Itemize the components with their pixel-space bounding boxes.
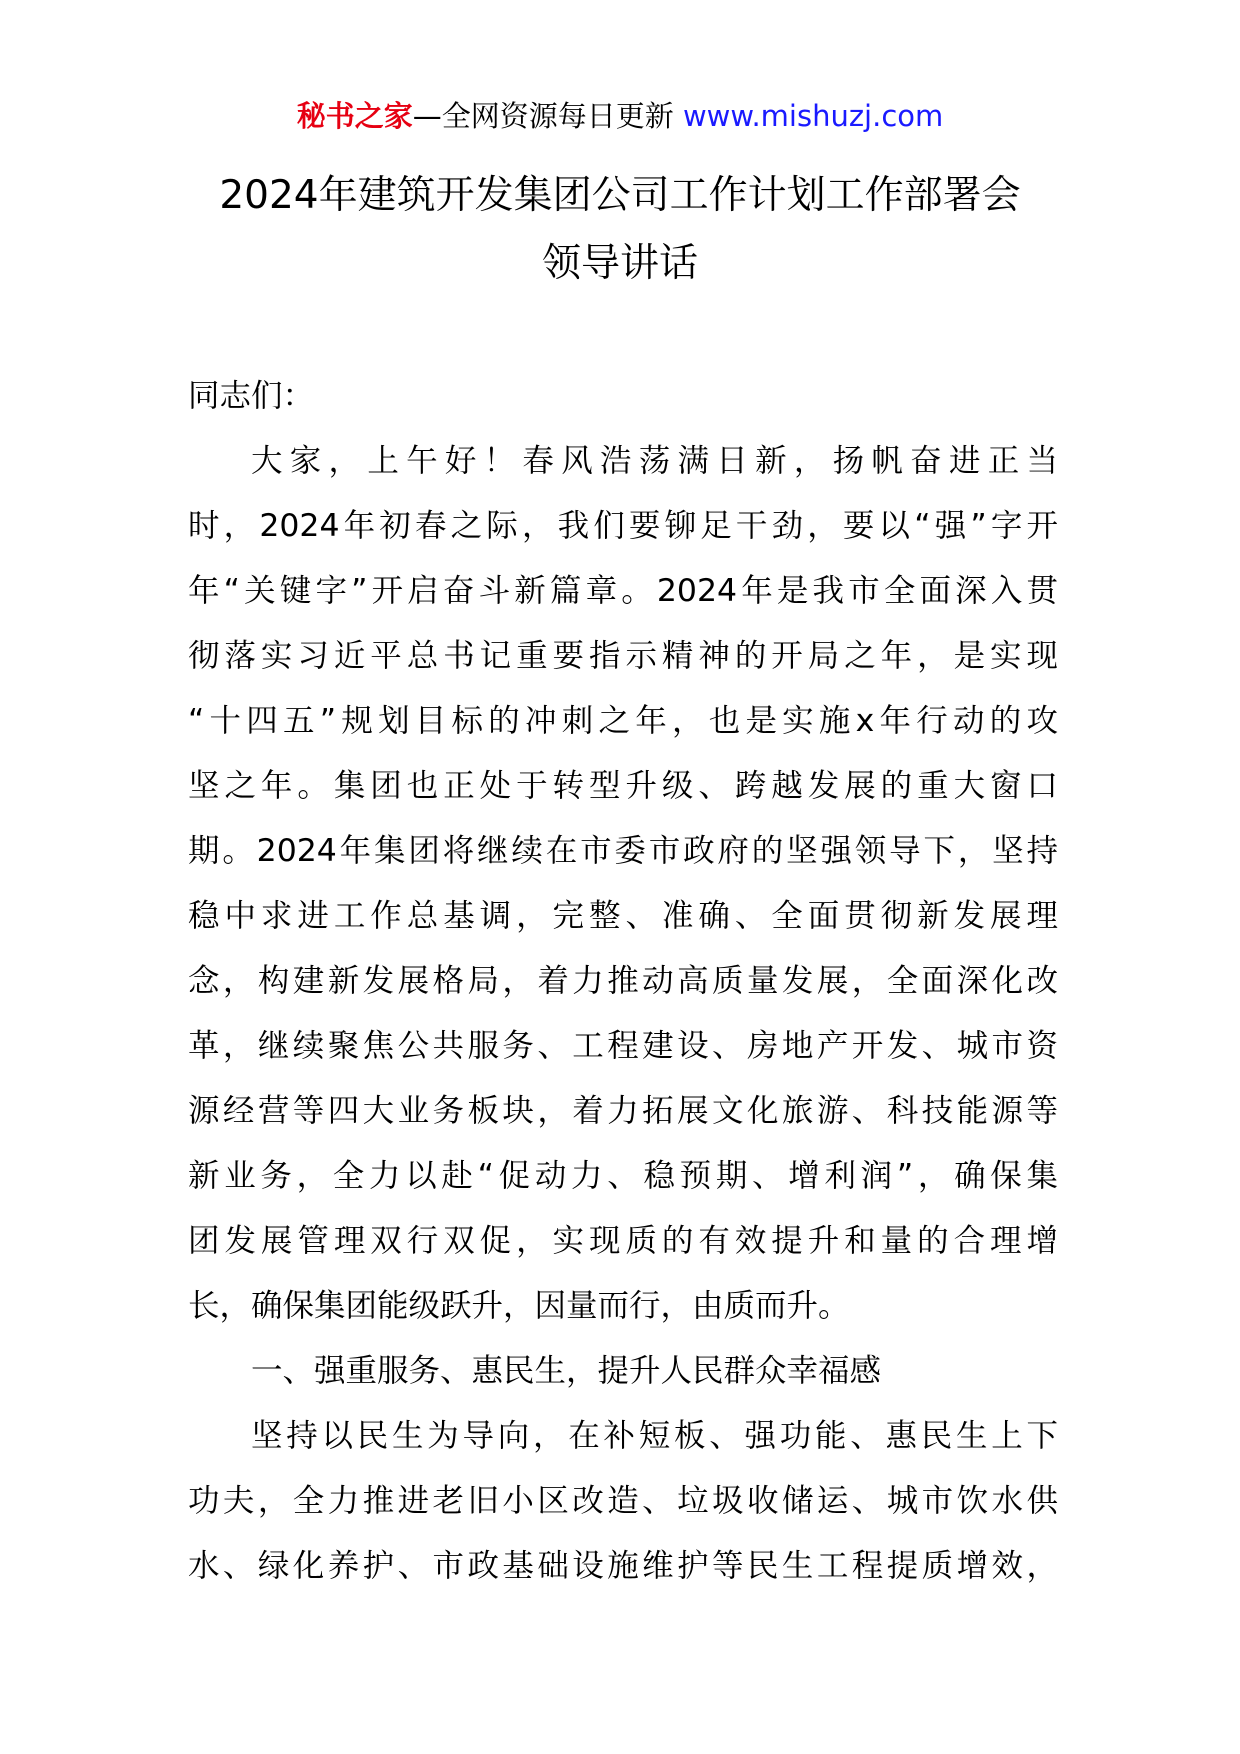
paragraph-line: 革，继续聚焦公共服务、工程建设、房地产开发、城市资 bbox=[188, 1028, 1058, 1064]
title-line: 2024年建筑开发集团公司工作计划工作部署会 bbox=[219, 173, 1021, 218]
paragraph-line: 念，构建新发展格局，着力推动高质量发展，全面深化改 bbox=[188, 963, 1058, 999]
document-body bbox=[188, 364, 1058, 1599]
document-title bbox=[160, 162, 1080, 298]
paragraph-line: 团发展管理双行双促，实现质的有效提升和量的合理增 bbox=[188, 1223, 1058, 1259]
paragraph-line: 期。2024年集团将继续在市委市政府的坚强领导下，坚持 bbox=[188, 833, 1058, 869]
paragraph-line: 水、绿化养护、市政基础设施维护等民生工程提质增效， bbox=[188, 1548, 1058, 1584]
paragraph-line: 功夫，全力推进老旧小区改造、垃圾收储运、城市饮水供 bbox=[188, 1483, 1058, 1519]
paragraph-line: 彻落实习近平总书记重要指示精神的开局之年，是实现 bbox=[188, 638, 1058, 674]
site-header bbox=[0, 96, 1240, 136]
title-line: 领导讲话 bbox=[541, 241, 698, 286]
brand-name: 秘书之家 bbox=[296, 99, 413, 133]
paragraph-line: 源经营等四大业务板块，着力拓展文化旅游、科技能源等 bbox=[188, 1093, 1058, 1129]
paragraph-line: 年“关键字”开启奋斗新篇章。2024年是我市全面深入贯 bbox=[188, 573, 1058, 609]
section-heading: 一、强重服务、惠民生，提升人民群众幸福感 bbox=[251, 1353, 882, 1389]
paragraph-line: “十四五”规划目标的冲刺之年，也是实施x年行动的攻 bbox=[188, 703, 1058, 739]
paragraph-line: 稳中求进工作总基调，完整、准确、全面贯彻新发展理 bbox=[188, 898, 1058, 934]
header-tagline: —全网资源每日更新 bbox=[412, 99, 683, 133]
paragraph-line: 时，2024年初春之际，我们要铆足干劲，要以“强”字开 bbox=[188, 508, 1058, 544]
salutation: 同志们： bbox=[188, 378, 315, 414]
paragraph-line: 新业务，全力以赴“促动力、稳预期、增利润”，确保集 bbox=[188, 1158, 1058, 1194]
paragraph-line: 大家，上午好！春风浩荡满日新，扬帆奋进正当 bbox=[251, 443, 1058, 479]
paragraph-section1 bbox=[188, 1404, 1058, 1599]
paragraph-line: 坚之年。集团也正处于转型升级、跨越发展的重大窗口 bbox=[188, 768, 1058, 804]
site-url[interactable]: www.mishuzj.com bbox=[682, 99, 944, 133]
paragraph-line: 坚持以民生为导向，在补短板、强功能、惠民生上下 bbox=[251, 1418, 1058, 1454]
paragraph-opening bbox=[188, 429, 1058, 1339]
paragraph-line: 长，确保集团能级跃升，因量而行，由质而升。 bbox=[188, 1288, 850, 1324]
